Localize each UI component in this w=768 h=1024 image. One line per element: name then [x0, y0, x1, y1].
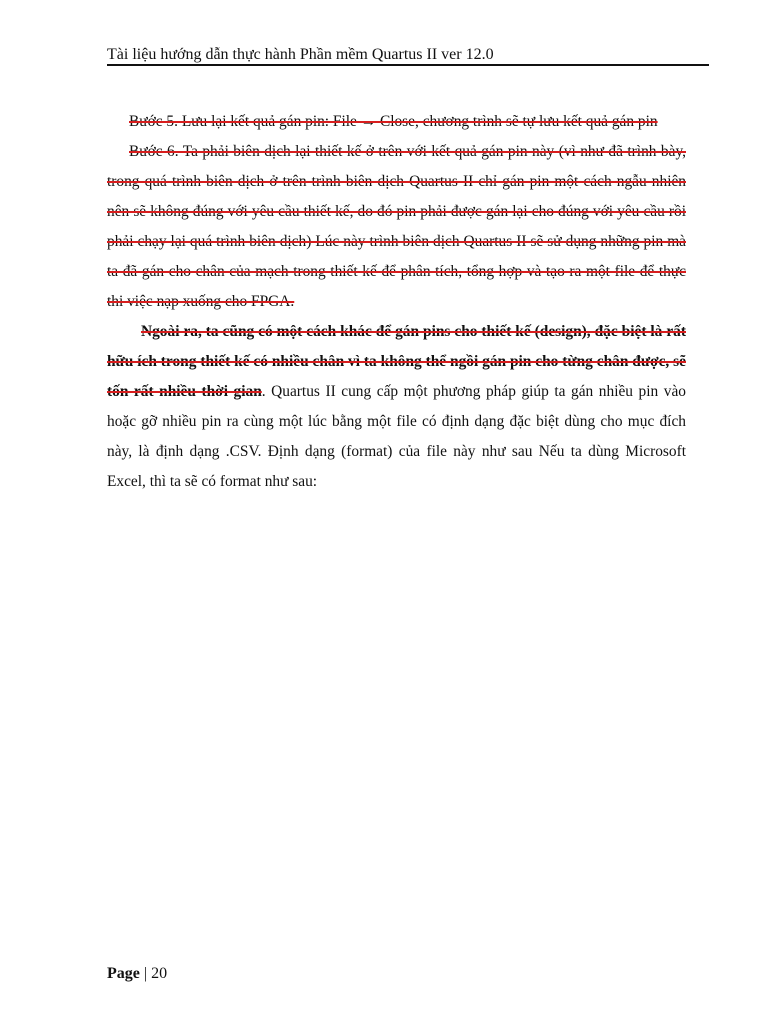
csv-intro-bold-text: Ngoài ra, ta cũng có một cách khác để gán pins cho thiết kế (design), đặc biệt là rất hữu ích trong thiết kế có nhiều chân vì ta không thể ngồi gán pin cho từng chân được, sẽ tốn rất nhiều thời gian — [107, 323, 686, 400]
csv-intro-text: . Quartus II cung cấp một phương pháp giúp ta gán nhiều pin vào hoặc gỡ nhiều pin ra cùng một lúc bằng một file có định dạng đặc biệt dùng cho mục đích này, là định dạng .CSV. Định dạng (format) của file này như sau Nếu ta dùng Microsoft Excel, thì ta sẽ có format như sau: — [107, 383, 687, 490]
paragraph-csv-method — [107, 317, 686, 497]
header-title: Tài liệu hướng dẫn thực hành Phần mềm Quartus II ver 12.0 — [107, 46, 494, 63]
step-5-text: Bước 5. Lưu lại kết quả gán pin: File → Close, chương trình sẽ tự lưu kết quả gán pin — [129, 113, 658, 130]
running-header — [107, 44, 709, 66]
header-rule — [107, 64, 709, 66]
page-label: Page — [107, 965, 140, 982]
page-number: 20 — [151, 965, 168, 982]
page-footer — [107, 963, 167, 985]
body-text — [107, 107, 686, 497]
page-separator: | — [139, 965, 152, 982]
step-6-text: Bước 6. Ta phải biên dịch lại thiết kế ở trên với kết quả gán pin này (vì như đã trình bày, trong quá trình biên dịch ở trên trình biên dịch Quartus II chỉ gán pin một cách ngẫu nhiên nên sẽ không đúng với yêu cầu thiết kế, do đó pin phải được gán lại cho đúng với yêu cầu rồi phải chạy lại quá trình biên dịch) Lúc này trình biên dịch Quartus II sẽ sử dụng những pin mà ta đã gán cho chân của mạch trong thiết kế để phân tích, tổng hợp và tạo ra một file để thực thi việc nạp xuống cho FPGA. — [107, 143, 686, 310]
paragraph-step-6 — [107, 137, 686, 317]
paragraph-step-5 — [107, 107, 686, 137]
